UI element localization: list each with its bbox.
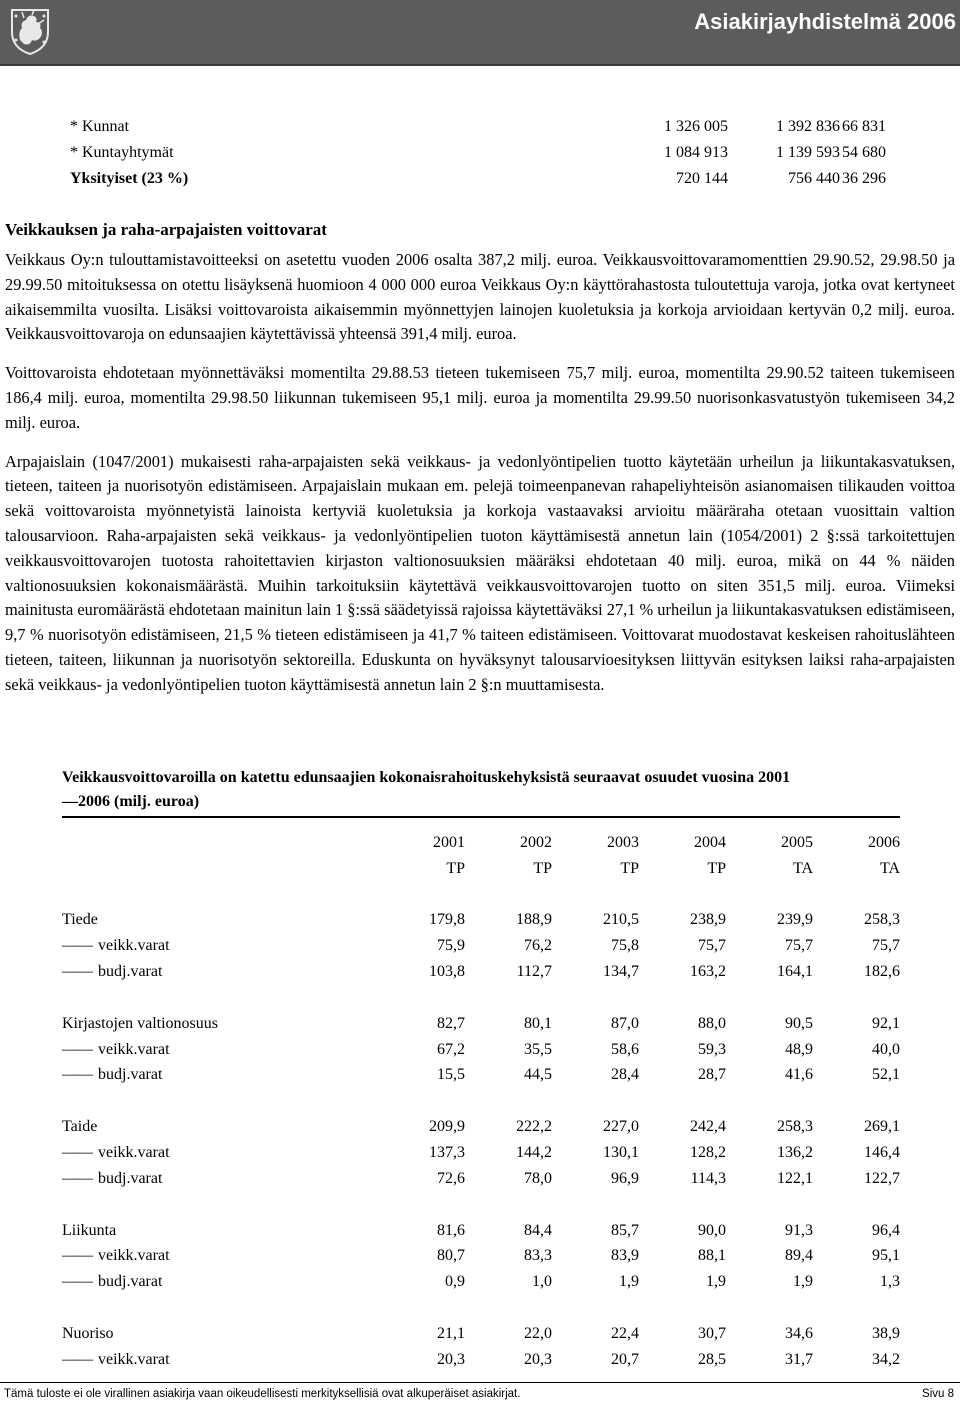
- value-cell: 128,2: [690, 1144, 726, 1162]
- value-cell: 75,9: [437, 937, 465, 955]
- value-cell: 80,7: [437, 1247, 465, 1265]
- table-sub-row: [62, 933, 900, 959]
- value-cell: 1,9: [706, 1273, 726, 1291]
- value-cell: 75,7: [872, 937, 900, 955]
- value-cell: 144,2: [516, 1144, 552, 1162]
- value-cell: 1,3: [880, 1273, 900, 1291]
- value-cell: 122,1: [777, 1169, 813, 1187]
- budget-type-header: TP: [446, 859, 465, 877]
- value-cell: 164,1: [777, 963, 813, 981]
- value-cell: 75,7: [785, 937, 813, 955]
- table-row: [62, 1218, 900, 1244]
- value-cell: 78,0: [524, 1169, 552, 1187]
- value-cell: 242,4: [690, 1118, 726, 1136]
- category-label: Liikunta: [62, 1221, 117, 1239]
- table-header-row: [62, 856, 900, 882]
- value-cell: 87,0: [611, 1014, 639, 1032]
- row-label-cell: [62, 1037, 378, 1063]
- row-value: 66 831: [842, 118, 886, 135]
- value-cell: 136,2: [777, 1144, 813, 1162]
- table-spacer-row: [62, 1295, 900, 1321]
- table-row: [62, 908, 900, 934]
- table-sub-row: [62, 1269, 900, 1295]
- budget-type-header: TA: [792, 859, 813, 877]
- year-header: 2003: [607, 833, 639, 851]
- row-label-cell: [62, 1218, 378, 1244]
- spacer-cell: [62, 1295, 900, 1321]
- year-header: 2005: [781, 833, 813, 851]
- value-cell: 88,1: [698, 1247, 726, 1265]
- table-spacer-row: [62, 882, 900, 908]
- value-cell: 28,4: [611, 1066, 639, 1084]
- row-label-cell: [62, 1011, 378, 1037]
- value-cell: 48,9: [785, 1040, 813, 1058]
- value-cell: 227,0: [603, 1118, 639, 1136]
- value-cell: 91,3: [785, 1221, 813, 1239]
- value-cell: 22,4: [611, 1325, 639, 1343]
- value-cell: 112,7: [516, 963, 552, 981]
- table-row: [62, 1011, 900, 1037]
- value-cell: 1,9: [619, 1273, 639, 1291]
- row-label-cell: [62, 1269, 378, 1295]
- sub-row-label: —— budj.varat: [62, 963, 162, 980]
- year-header: 2002: [520, 833, 552, 851]
- value-cell: 88,0: [698, 1014, 726, 1032]
- value-cell: 179,8: [429, 911, 465, 929]
- summary-rows: [70, 114, 890, 192]
- spacer-cell: [62, 1192, 900, 1218]
- summary-row: [70, 166, 890, 192]
- value-cell: 258,3: [777, 1118, 813, 1136]
- value-cell: 84,4: [524, 1221, 552, 1239]
- budget-type-header: TP: [620, 859, 639, 877]
- value-cell: 82,7: [437, 1014, 465, 1032]
- sub-row-label: —— veikk.varat: [62, 1144, 170, 1161]
- document-title: Asiakirjayhdistelmä 2006: [694, 9, 956, 34]
- budget-type-header: TA: [879, 859, 900, 877]
- page-footer: [0, 1382, 960, 1405]
- table-rule: [62, 816, 900, 818]
- row-label-cell: [62, 1114, 378, 1140]
- value-cell: 130,1: [603, 1144, 639, 1162]
- value-cell: 20,3: [437, 1350, 465, 1368]
- value-cell: 20,7: [611, 1350, 639, 1368]
- table-sub-row: [62, 1037, 900, 1063]
- table-sub-row: [62, 1063, 900, 1089]
- row-label-cell: [62, 908, 378, 934]
- table-sub-row: [62, 1347, 900, 1373]
- row-label-cell: [62, 1347, 378, 1373]
- spacer-cell: [62, 882, 900, 908]
- value-cell: 35,5: [524, 1040, 552, 1058]
- value-cell: 15,5: [437, 1066, 465, 1084]
- value-cell: 72,6: [437, 1169, 465, 1187]
- sub-row-label: —— veikk.varat: [62, 1247, 170, 1264]
- value-cell: 75,7: [698, 937, 726, 955]
- value-cell: 103,8: [429, 963, 465, 981]
- budget-type-header: TP: [707, 859, 726, 877]
- summary-row: [70, 114, 890, 140]
- value-cell: 90,5: [785, 1014, 813, 1032]
- value-cell: 134,7: [603, 963, 639, 981]
- row-label-cell: [62, 933, 378, 959]
- value-cell: 1,0: [532, 1273, 552, 1291]
- paragraph: Arpajaislain (1047/2001) mukaisesti raha-arpajaisten sekä veikkaus- ja vedonlyöntipelien tuotto käytetään urheilun ja liikuntakasvatuksen, tieteen, taiteen ja nuorisotyön edistämiseen. Arpajaislain mukaan em. pelejä toimeenpanevan rahapeliyhteisön asianomaisen tilikauden voittoa sekä voittovaroista myönnetyistä lainoista kertyviä kuoletuksia ja korkoja vastaavaksi arvioitu määräraha otetaan vuosittain valtion talousarvioon. Raha-arpajaisten sekä veikkaus- ja vedonlyöntipelien tuoton käyttämisestä annetun lain (1054/2001) 2 §:ssä tarkoitettujen veikkausvoittovarojen tuotosta rahoitettavien kirjaston valtionosuuksien määräksi ehdotetaan 40 milj. euroa, mikä on 44 % näiden valtionosuuksien kokonaismäärästä. Muihin tarkoituksiin käytettävä veikkausvoittovarojen tuotto on siten 351,5 milj. euroa. Viimeksi mainitusta euromäärästä ehdotetaan mainitun lain 1 §:ssä säädetyissä rajoissa käytettäväksi 27,1 % urheilun ja liikuntakasvatuksen edistämiseen, 9,7 % nuorisotyön edistämiseen, 21,5 % tieteen edistämiseen ja 41,7 % taiteen edistämiseen. Voittovarat muodostavat keskeisen rahoituslähteen tieteen, taiteen, liikunnan ja nuorisotyön sektoreilla. Eduskunta on hyväksynyt talousarvioesityksen liittyvän esityksen laiksi raha-arpajaisten sekä veikkaus- ja vedonlyöntipelien tuoton käyttämisestä annetun lain 2 §:n muuttamisesta.: [5, 451, 955, 694]
- value-cell: 89,4: [785, 1247, 813, 1265]
- year-header: 2004: [694, 833, 726, 851]
- value-cell: 95,1: [872, 1247, 900, 1265]
- table-sub-row: [62, 1166, 900, 1192]
- page-number: Sivu 8: [922, 1388, 954, 1400]
- value-cell: 269,1: [864, 1118, 900, 1136]
- value-cell: 163,2: [690, 963, 726, 981]
- row-label-cell: [62, 1321, 378, 1347]
- table-spacer-row: [62, 1192, 900, 1218]
- row-label: Yksityiset (23 %): [70, 170, 189, 187]
- row-value: 54 680: [842, 144, 886, 161]
- value-cell: 80,1: [524, 1014, 552, 1032]
- budget-type-header: TP: [533, 859, 552, 877]
- value-cell: 188,9: [516, 911, 552, 929]
- category-label: Tiede: [62, 911, 98, 929]
- spacer-cell: [62, 985, 900, 1011]
- value-cell: 146,4: [864, 1144, 900, 1162]
- value-cell: 59,3: [698, 1040, 726, 1058]
- row-label: * Kuntayhtymät: [70, 144, 174, 161]
- row-value: 36 296: [842, 170, 886, 187]
- value-cell: 44,5: [524, 1066, 552, 1084]
- row-label-cell: [62, 959, 378, 985]
- table-header-row: [62, 830, 900, 856]
- value-cell: 76,2: [524, 937, 552, 955]
- value-cell: 92,1: [872, 1014, 900, 1032]
- value-cell: 1,9: [793, 1273, 813, 1291]
- value-cell: 58,6: [611, 1040, 639, 1058]
- value-cell: 96,4: [872, 1221, 900, 1239]
- value-cell: 238,9: [690, 911, 726, 929]
- sub-row-label: —— veikk.varat: [62, 1041, 170, 1058]
- funding-table: [62, 830, 900, 1373]
- spacer-cell: [62, 1088, 900, 1114]
- value-cell: 21,1: [437, 1325, 465, 1343]
- value-cell: 81,6: [437, 1221, 465, 1239]
- sub-row-label: —— budj.varat: [62, 1273, 162, 1290]
- value-cell: 90,0: [698, 1221, 726, 1239]
- table-sub-row: [62, 959, 900, 985]
- value-cell: 114,3: [690, 1169, 726, 1187]
- row-label-cell: [62, 1063, 378, 1089]
- value-cell: 28,5: [698, 1350, 726, 1368]
- value-cell: 182,6: [864, 963, 900, 981]
- value-cell: 40,0: [872, 1040, 900, 1058]
- header-label-cell: [62, 856, 378, 882]
- value-cell: 31,7: [785, 1350, 813, 1368]
- summary-row: [70, 140, 890, 166]
- value-cell: 85,7: [611, 1221, 639, 1239]
- paragraph: Veikkaus Oy:n tulouttamistavoitteeksi on asetettu vuoden 2006 osalta 387,2 milj. euroa. Veikkausvoittovaramomenttien 29.90.52, 29.98.50 ja 29.99.50 mitoituksessa on otettu lisäyksenä huomioon 4 000 000 euroa Veikkaus Oy:n käyttörahastosta tuloutettuja varoja, jotka ovat kertyneet aikaisemmilta vuosilta. Lisäksi voittovaroista aikaisemmin myönnettyjen lainojen kuoletuksia ja korkoja arvioidaan kertyvän 0,2 milj. euroa. Veikkausvoittovaroja on edunsaajien käytettävissä yhteensä 391,4 milj. euroa.: [5, 250, 955, 344]
- value-cell: 209,9: [429, 1118, 465, 1136]
- value-cell: 222,2: [516, 1118, 552, 1136]
- row-label-cell: [62, 1166, 378, 1192]
- row-label-cell: [62, 1244, 378, 1270]
- value-cell: 41,6: [785, 1066, 813, 1084]
- table-row: [62, 1321, 900, 1347]
- category-label: Nuoriso: [62, 1325, 114, 1343]
- row-value: 1 084 913: [664, 144, 728, 161]
- table-spacer-row: [62, 1088, 900, 1114]
- sub-row-label: —— budj.varat: [62, 1066, 162, 1083]
- value-cell: 137,3: [429, 1144, 465, 1162]
- value-cell: 22,0: [524, 1325, 552, 1343]
- value-cell: 83,3: [524, 1247, 552, 1265]
- value-cell: 38,9: [872, 1325, 900, 1343]
- section-title: Veikkauksen ja raha-arpajaisten voittovarat: [5, 220, 327, 239]
- value-cell: 75,8: [611, 937, 639, 955]
- row-value: 1 139 593: [776, 144, 840, 161]
- header-label-cell: [62, 830, 378, 856]
- value-cell: 239,9: [777, 911, 813, 929]
- table-spacer-row: [62, 985, 900, 1011]
- value-cell: 20,3: [524, 1350, 552, 1368]
- lion-coat-of-arms-icon: [2, 2, 58, 58]
- row-label: * Kunnat: [70, 118, 130, 135]
- table-title-continuation: —2006 (milj. euroa): [62, 793, 200, 810]
- category-label: Kirjastojen valtionosuus: [62, 1014, 218, 1032]
- table-title: Veikkausvoittovaroilla on katettu edunsaajien kokonaisrahoituskehyksistä seuraavat osuudet vuosina 2001: [62, 769, 791, 786]
- value-cell: 122,7: [864, 1169, 900, 1187]
- funding-table-block: [62, 766, 900, 1373]
- value-cell: 210,5: [603, 911, 639, 929]
- table-row: [62, 1114, 900, 1140]
- value-cell: 96,9: [611, 1169, 639, 1187]
- sub-row-label: —— veikk.varat: [62, 937, 170, 954]
- year-header: 2001: [433, 833, 465, 851]
- value-cell: 258,3: [864, 911, 900, 929]
- value-cell: 83,9: [611, 1247, 639, 1265]
- value-cell: 34,2: [872, 1350, 900, 1368]
- footer-disclaimer: Tämä tuloste ei ole virallinen asiakirja vaan oikeudellisesti merkityksellisiä ovat alkuperäiset asiakirjat.: [4, 1388, 521, 1400]
- value-cell: 34,6: [785, 1325, 813, 1343]
- value-cell: 30,7: [698, 1325, 726, 1343]
- year-header: 2006: [868, 833, 900, 851]
- sub-row-label: —— budj.varat: [62, 1170, 162, 1187]
- value-cell: 0,9: [445, 1273, 465, 1291]
- row-label-cell: [62, 1140, 378, 1166]
- table-sub-row: [62, 1244, 900, 1270]
- sub-row-label: —— veikk.varat: [62, 1351, 170, 1368]
- value-cell: 67,2: [437, 1040, 465, 1058]
- page-header: [0, 0, 960, 66]
- value-cell: 28,7: [698, 1066, 726, 1084]
- table-sub-row: [62, 1140, 900, 1166]
- row-value: 720 144: [676, 170, 728, 187]
- row-value: 1 326 005: [664, 118, 728, 135]
- main-content: [5, 218, 955, 698]
- row-value: 756 440: [788, 170, 840, 187]
- paragraph: Voittovaroista ehdotetaan myönnettäväksi momentilta 29.88.53 tieteen tukemiseen 75,7 milj. euroa, momentilta 29.90.52 taiteen tukemiseen 186,4 milj. euroa, momentilta 29.98.50 liikunnan tukemiseen 95,1 milj. euroa ja momentilta 29.99.50 nuorisonkasvatustyön tukemiseen 34,2 milj. euroa.: [5, 363, 955, 432]
- value-cell: 52,1: [872, 1066, 900, 1084]
- row-value: 1 392 836: [776, 118, 840, 135]
- category-label: Taide: [62, 1118, 98, 1136]
